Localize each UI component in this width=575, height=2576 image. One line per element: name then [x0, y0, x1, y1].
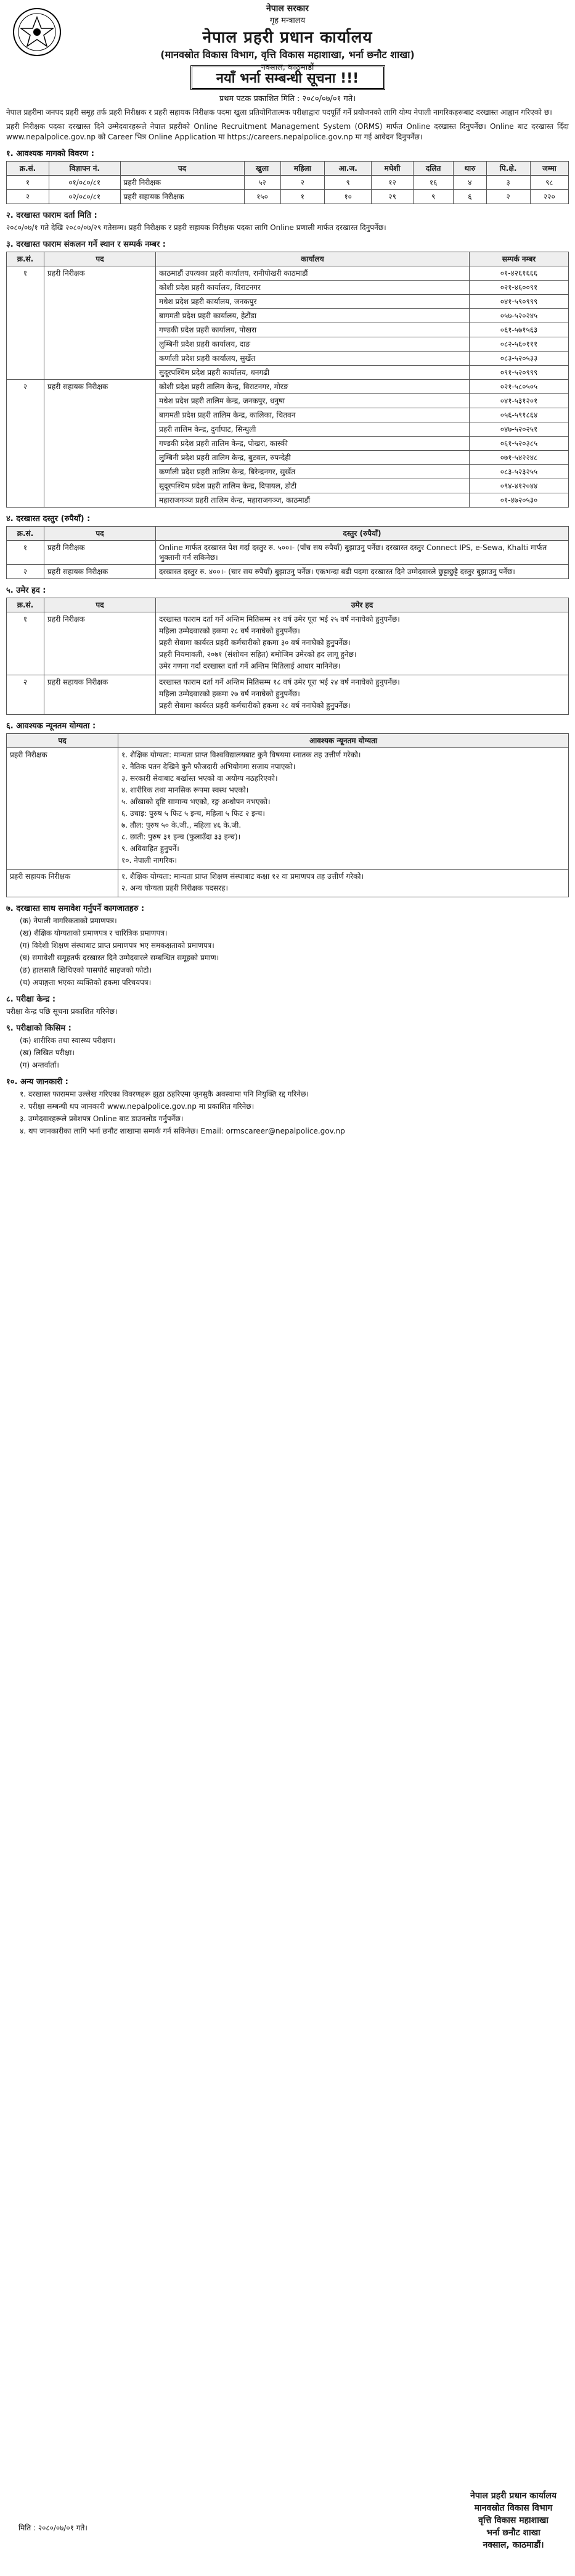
section-title: २. दरखास्त फाराम दर्ता मिति :	[6, 211, 97, 220]
office-name: कोशी प्रदेश प्रहरी तालिम केन्द्र, विराटनगर, मोरङ	[156, 380, 470, 394]
table-cell: २९	[372, 190, 414, 204]
table-row	[7, 266, 569, 281]
publish-date: प्रथम पटक प्रकाशित मिति : २०८०/०७/०१ गते।	[219, 94, 356, 104]
table-row	[7, 541, 569, 565]
exam-type-list	[6, 1035, 569, 1071]
column-header: पि.क्षे.	[486, 162, 530, 176]
table-cell: ५२	[244, 176, 280, 190]
phone-number: ०९४-४१२०४४	[470, 479, 569, 493]
phone-number: ०७१-५४२२४८	[470, 451, 569, 465]
section-age-limit	[6, 584, 569, 715]
list-item: ३. उम्मेदवारहरूले प्रवेशपत्र Online बाट डाउनलोड गर्नुपर्नेछ।	[20, 1114, 184, 1123]
list-item: ४. शारीरिक तथा मानसिक रूपमा स्वस्थ भएको।	[121, 786, 249, 794]
table-cell: १	[7, 176, 49, 190]
list-item: २. परीक्षा सम्बन्धी थप जानकारी www.nepalpolice.gov.np मा प्रकाशित गरिनेछ।	[20, 1102, 255, 1111]
list-item: (क) शारीरिक तथा स्वास्थ्य परीक्षण।	[20, 1036, 116, 1045]
intro-paragraph: प्रहरी निरीक्षक पदका दरखास्त दिने उम्मेदवारहरूले नेपाल प्रहरीको Online Recruitment Management System (ORMS) मार्फत Online दरखास्त दिनुपर्नेछ। Online बाट दरखास्त दिँदा www.nepalpolice.gov.np को Career भित्र Online Application मा https://careers.nepalpolice.gov.np मा गई आवेदन दिनुपर्नेछ।	[6, 122, 569, 141]
intro-paragraph: नेपाल प्रहरीमा जनपद प्रहरी समूह तर्फ प्रहरी निरीक्षक र प्रहरी सहायक निरीक्षक पदमा खुला प्रतियोगितात्मक परीक्षाद्वारा पदपूर्ति गर्ने प्रयोजनको लागि योग्य नेपाली नागरिकहरूबाट दरखास्त आह्वान गरिएको छ।	[6, 108, 552, 117]
table-row	[7, 870, 569, 897]
section-exam-type	[6, 1022, 569, 1071]
table-cell: प्रहरी निरीक्षक	[44, 612, 156, 675]
list-item: (ख) लिखित परीक्षा।	[20, 1048, 75, 1057]
footer-date: मिति : २०८०/०७/०१ गते।	[18, 2524, 88, 2532]
table-cell: २	[7, 565, 44, 579]
qualification-table	[6, 733, 569, 897]
table-cell: प्रहरी सहायक निरीक्षक	[120, 190, 244, 204]
phone-number: ०२१-५८०५०५	[470, 380, 569, 394]
office-name: लुम्बिनी प्रदेश प्रहरी तालिम केन्द्र, बुटवल, रुपन्देही	[156, 451, 470, 465]
phone-number: ०८३-५२०५३३	[470, 352, 569, 366]
table-cell: २	[486, 190, 530, 204]
list-item: ५. आँखाको दृष्टि सामान्य भएको, रङ्ग अन्धोपन नभएको।	[121, 797, 271, 806]
office-name: गण्डकी प्रदेश प्रहरी कार्यालय, पोखरा	[156, 323, 470, 337]
column-header: आवश्यक न्यूनतम योग्यता	[118, 734, 569, 748]
list-item: प्रहरी सेवामा कार्यरत प्रहरी कर्मचारीको हकमा ३० वर्ष ननाघेको हुनुपर्नेछ।	[159, 638, 351, 647]
list-item: ७. तौल: पुरुष ५० के.जी., महिला ४६ के.जी.	[121, 821, 242, 829]
column-header: उमेर हद	[156, 598, 569, 612]
qualification-requirements	[118, 870, 569, 897]
list-item: ८. छाती: पुरुष ३१ इन्च (फुलाउँदा ३३ इन्च)।	[121, 833, 241, 841]
column-header: पद	[44, 527, 156, 541]
phone-number: ०८२-५६०१११	[470, 337, 569, 352]
table-row	[7, 612, 569, 675]
header	[6, 0, 569, 72]
footer-line: नक्साल, काठमाडौं।	[483, 2540, 544, 2550]
section-qualification	[6, 720, 569, 897]
section-registration-date	[6, 209, 569, 233]
list-item: प्रहरी नियमावली, २०७१ (संशोधन सहित) बमोजिम उमेरको हद लागू हुनेछ।	[159, 650, 357, 659]
office-name: कर्णाली प्रदेश प्रहरी कार्यालय, सुर्खेत	[156, 352, 470, 366]
phone-number: ०५६-५९१८६४	[470, 408, 569, 422]
table-row	[7, 748, 569, 870]
footer-line: नेपाल प्रहरी प्रधान कार्यालय	[470, 2491, 557, 2501]
signature-block	[470, 2490, 557, 2551]
exam-center-text: परीक्षा केन्द्र पछि सूचना प्रकाशित गरिनेछ।	[6, 1007, 118, 1016]
table-row	[7, 675, 569, 715]
table-cell: १५०	[244, 190, 280, 204]
column-header: थारु	[454, 162, 486, 176]
list-item: दरखास्त फाराम दर्ता गर्ने अन्तिम मितिसम्म २१ वर्ष उमेर पूरा भई २५ वर्ष ननाघेको हुनुपर्नेछ।	[159, 615, 400, 623]
age-requirements	[156, 675, 569, 715]
table-cell: १	[7, 266, 44, 380]
notice-title: नयाँ भर्ना सम्बन्धी सूचना !!!	[190, 65, 385, 90]
section-title: ४. दरखास्त दस्तुर (रुपैयाँ) :	[6, 514, 91, 524]
office-name: बागमती प्रदेश प्रहरी तालिम केन्द्र, कालिका, चितवन	[156, 408, 470, 422]
table-cell: ४	[454, 176, 486, 190]
office-name: गण्डकी प्रदेश प्रहरी तालिम केन्द्र, पोखरा, कास्की	[156, 437, 470, 451]
documents-list	[6, 916, 569, 988]
list-item: (च) अपाङ्गता भएका व्यक्तिको हकमा परिचयपत्र।	[20, 978, 152, 987]
table-row	[7, 176, 569, 190]
list-item: १. शैक्षिक योग्यता: मान्यता प्राप्त विश्वविद्यालयबाट कुनै विषयमा स्नातक तह उत्तीर्ण गरेको।	[121, 751, 361, 759]
table-cell: प्रहरी निरीक्षक	[7, 748, 118, 870]
office-name: काठमाडौं उपत्यका प्रहरी कार्यालय, रानीपोखरी काठमाडौं	[156, 266, 470, 281]
table-cell: १	[280, 190, 325, 204]
column-header: कार्यालय	[156, 252, 470, 266]
section-collection-offices	[6, 238, 569, 508]
table-cell: १२	[372, 176, 414, 190]
table-cell: प्रहरी सहायक निरीक्षक	[7, 870, 118, 897]
section-title: ७. दरखास्त साथ समावेश गर्नुपर्ने कागजातहरु :	[6, 904, 145, 913]
table-cell: २	[7, 380, 44, 508]
list-item: प्रहरी सेवामा कार्यरत प्रहरी कर्मचारीको हकमा २८ वर्ष ननाघेको हुनुपर्नेछ।	[159, 701, 351, 710]
table-cell: ९	[325, 176, 372, 190]
list-item: १. दरखास्त फाराममा उल्लेख गरिएका विवरणहरू झुठा ठहरिएमा जुनसुकै अवस्थामा पनि नियुक्ति रद्द गरिनेछ।	[20, 1090, 309, 1098]
table-cell: ९८	[530, 176, 568, 190]
office-name: कर्णाली प्रदेश प्रहरी तालिम केन्द्र, बिरेन्द्रनगर, सुर्खेत	[156, 465, 470, 479]
office-name: कोशी प्रदेश प्रहरी कार्यालय, विराटनगर	[156, 281, 470, 295]
section-other-info	[6, 1076, 569, 1137]
phone-number: ०४७-५२०२५१	[470, 422, 569, 437]
column-header: क्र.सं.	[7, 598, 44, 612]
list-item: (ख) शैक्षिक योग्यताको प्रमाणपत्र र चारित्रिक प्रमाणपत्र।	[20, 929, 168, 937]
table-cell: प्रहरी सहायक निरीक्षक	[44, 380, 156, 508]
column-header: पद	[120, 162, 244, 176]
table-row	[7, 565, 569, 579]
section-exam-center	[6, 993, 569, 1017]
list-item: (क) नेपाली नागरिकताको प्रमाणपत्र।	[20, 916, 117, 925]
table-cell: ३	[486, 176, 530, 190]
table-cell: २	[280, 176, 325, 190]
section-title: ९. परीक्षाको किसिम :	[6, 1024, 71, 1033]
list-item: १०. नेपाली नागरिक।	[121, 856, 177, 865]
list-item: १. शैक्षिक योग्यता: मान्यता प्राप्त शिक्षण संस्थाबाट कक्षा १२ वा प्रमाणपत्र तह उत्तीर्ण गरेको।	[121, 872, 364, 881]
office-name: सुदूरपश्चिम प्रदेश प्रहरी तालिम केन्द्र, दिपायल, डोटी	[156, 479, 470, 493]
footer-line: वृत्ति विकास महाशाखा	[478, 2516, 548, 2525]
nepal-police-emblem-icon	[11, 6, 63, 58]
table-cell: २२०	[530, 190, 568, 204]
office-name: प्रहरी तालिम केन्द्र, दुर्गाघाट, सिन्धुली	[156, 422, 470, 437]
list-item: उमेर गणना गर्दा दरखास्त दर्ता गर्ने अन्तिम मितिलाई आधार मानिनेछ।	[159, 662, 341, 670]
table-row	[7, 190, 569, 204]
column-header: महिला	[280, 162, 325, 176]
column-header: दस्तुर (रुपैयाँ)	[156, 527, 569, 541]
table-row	[7, 380, 569, 394]
office-name: बागमती प्रदेश प्रहरी कार्यालय, हेटौंडा	[156, 309, 470, 323]
table-cell: १०	[325, 190, 372, 204]
table-cell: प्रहरी सहायक निरीक्षक	[44, 565, 156, 579]
table-cell: ०२/०८०/८१	[49, 190, 120, 204]
list-item: ३. सरकारी सेवाबाट बर्खास्त भएको वा अयोग्य नठहरिएको।	[121, 774, 278, 783]
section-documents	[6, 902, 569, 988]
column-header: क्र.सं.	[7, 162, 49, 176]
office-name: सुदूरपश्चिम प्रदेश प्रहरी कार्यालय, धनगढी	[156, 366, 470, 380]
vacancy-table	[6, 161, 569, 204]
office-name: महाराजगञ्ज प्रहरी तालिम केन्द्र, महाराजगञ्ज, काठमाडौं	[156, 493, 470, 508]
phone-number: ०४१-५३१२०१	[470, 394, 569, 408]
qualification-requirements	[118, 748, 569, 870]
fee-table	[6, 526, 569, 579]
section-vacancy	[6, 147, 569, 204]
other-info-list	[6, 1089, 569, 1137]
phone-number: ०९१-५२०९९९	[470, 366, 569, 380]
registration-date-text: २०८०/०७/१ गते देखि २०८०/०७/२९ गतेसम्म। प्रहरी निरीक्षक र प्रहरी सहायक निरीक्षक पदका लागि Online प्रणाली मार्फत दरखास्त दिनुपर्नेछ।	[6, 223, 386, 232]
office-location: नक्साल, काठमाडौं	[261, 63, 314, 72]
section-title: ५. उमेर हद :	[6, 586, 46, 595]
table-cell: १	[7, 612, 44, 675]
list-item: महिला उम्मेदवारको हकमा २८ वर्ष ननाघेको हुनुपर्नेछ।	[159, 627, 300, 635]
list-item: ९. अविवाहित हुनुपर्ने।	[121, 844, 179, 853]
column-header: आ.ज.	[325, 162, 372, 176]
column-header: विज्ञापन नं.	[49, 162, 120, 176]
footer-line: भर्ना छनौट शाखा	[486, 2528, 540, 2538]
list-item: ६. उचाइ: पुरुष ५ फिट ५ इन्च, महिला ५ फिट २ इन्च।	[121, 809, 265, 818]
office-title: नेपाल प्रहरी प्रधान कार्यालय	[202, 28, 373, 47]
table-cell: प्रहरी निरीक्षक	[44, 541, 156, 565]
column-header: क्र.सं.	[7, 527, 44, 541]
list-item: महिला उम्मेदवारको हकमा २७ वर्ष ननाघेको हुनुपर्नेछ।	[159, 689, 300, 698]
age-table	[6, 598, 569, 715]
section-title: ३. दरखास्त फाराम संकलन गर्ने स्थान र सम्पर्क नम्बर :	[6, 240, 166, 249]
list-item: (ग) अन्तर्वार्ता।	[20, 1061, 59, 1069]
list-item: ४. थप जानकारीका लागि भर्ना छनौट शाखामा सम्पर्क गर्न सकिनेछ। Email: ormscareer@nepalpolice.gov.np	[20, 1127, 345, 1135]
section-title: ८. परीक्षा केन्द्र :	[6, 995, 56, 1004]
list-item: (ग) विदेशी शिक्षण संस्थाबाट प्राप्त प्रमाणपत्र भए समकक्षताको प्रमाणपत्र।	[20, 941, 214, 950]
table-cell: प्रहरी सहायक निरीक्षक	[44, 675, 156, 715]
column-header: पद	[44, 598, 156, 612]
table-cell: १	[7, 541, 44, 565]
phone-number: ०५७-५२०२४५	[470, 309, 569, 323]
column-header: क्र.सं.	[7, 252, 44, 266]
table-cell: दरखास्त दस्तुर रु. ४००।- (चार सय रुपैयाँ) बुझाउनु पर्नेछ। एकभन्दा बढी पदमा दरखास्त दिने उम्मेदवारले छुट्टाछुट्टै दस्तुर बुझाउनु पर्नेछ।	[156, 565, 569, 579]
table-cell: प्रहरी निरीक्षक	[120, 176, 244, 190]
gov-title: नेपाल सरकार	[266, 4, 309, 14]
column-header: दलित	[413, 162, 453, 176]
department-title: (मानवस्रोत विकास विभाग, वृत्ति विकास महाशाखा, भर्ना छनौट शाखा)	[160, 49, 415, 60]
ministry-title: गृह मन्त्रालय	[269, 16, 306, 25]
phone-number: ०१-४२६१६६६	[470, 266, 569, 281]
phone-number: ०६१-५७१५६३	[470, 323, 569, 337]
section-title: ६. आवश्यक न्यूनतम योग्यता :	[6, 722, 96, 731]
section-title: १. आवश्यक मागको विवरण :	[6, 149, 94, 158]
column-header: पद	[44, 252, 156, 266]
table-cell: ६	[454, 190, 486, 204]
section-fee	[6, 512, 569, 579]
phone-number: ०२१-४६००९१	[470, 281, 569, 295]
table-cell: १६	[413, 176, 453, 190]
table-cell: ९	[413, 190, 453, 204]
column-header: पद	[7, 734, 118, 748]
table-cell: २	[7, 190, 49, 204]
offices-table	[6, 252, 569, 508]
table-cell: ०१/०८०/८१	[49, 176, 120, 190]
table-cell: Online मार्फत दरखास्त पेश गर्दा दस्तुर रु. ५००।- (पाँच सय रुपैयाँ) बुझाउनु पर्नेछ। दरखास्त दस्तुर Connect IPS, e-Sewa, Khalti मार्फत भुक्तानी गर्न सकिनेछ।	[156, 541, 569, 565]
column-header: खुला	[244, 162, 280, 176]
phone-number: ०६१-५२०३८५	[470, 437, 569, 451]
list-item: २. अन्य योग्यता प्रहरी निरीक्षक पदसरह।	[121, 884, 229, 892]
table-cell: प्रहरी निरीक्षक	[44, 266, 156, 380]
column-header: मधेशी	[372, 162, 414, 176]
column-header: सम्पर्क नम्बर	[470, 252, 569, 266]
office-name: मधेश प्रदेश प्रहरी कार्यालय, जनकपुर	[156, 295, 470, 309]
office-name: मधेश प्रदेश प्रहरी तालिम केन्द्र, जनकपुर, धनुषा	[156, 394, 470, 408]
phone-number: ०४१-५९०९९९	[470, 295, 569, 309]
list-item: २. नैतिक पतन देखिने कुनै फौजदारी अभियोगमा सजाय नपाएको।	[121, 762, 296, 771]
list-item: दरखास्त फाराम दर्ता गर्ने अन्तिम मितिसम्म १८ वर्ष उमेर पूरा भई २४ वर्ष ननाघेको हुनुपर्नेछ।	[159, 678, 400, 686]
phone-number: ०१-४७२०५३०	[470, 493, 569, 508]
section-title: १०. अन्य जानकारी :	[6, 1077, 68, 1087]
list-item: (घ) समावेशी समूहतर्फ दरखास्त दिने उम्मेदवारले सम्बन्धित समूहको प्रमाण।	[20, 953, 219, 962]
footer-line: मानवस्रोत विकास विभाग	[474, 2503, 553, 2513]
column-header: जम्मा	[530, 162, 568, 176]
phone-number: ०८३-५२३२५५	[470, 465, 569, 479]
age-requirements	[156, 612, 569, 675]
office-name: लुम्बिनी प्रदेश प्रहरी कार्यालय, दाङ	[156, 337, 470, 352]
table-cell: २	[7, 675, 44, 715]
list-item: (ङ) हालसालै खिचिएको पासपोर्ट साइजको फोटो।	[20, 966, 152, 974]
